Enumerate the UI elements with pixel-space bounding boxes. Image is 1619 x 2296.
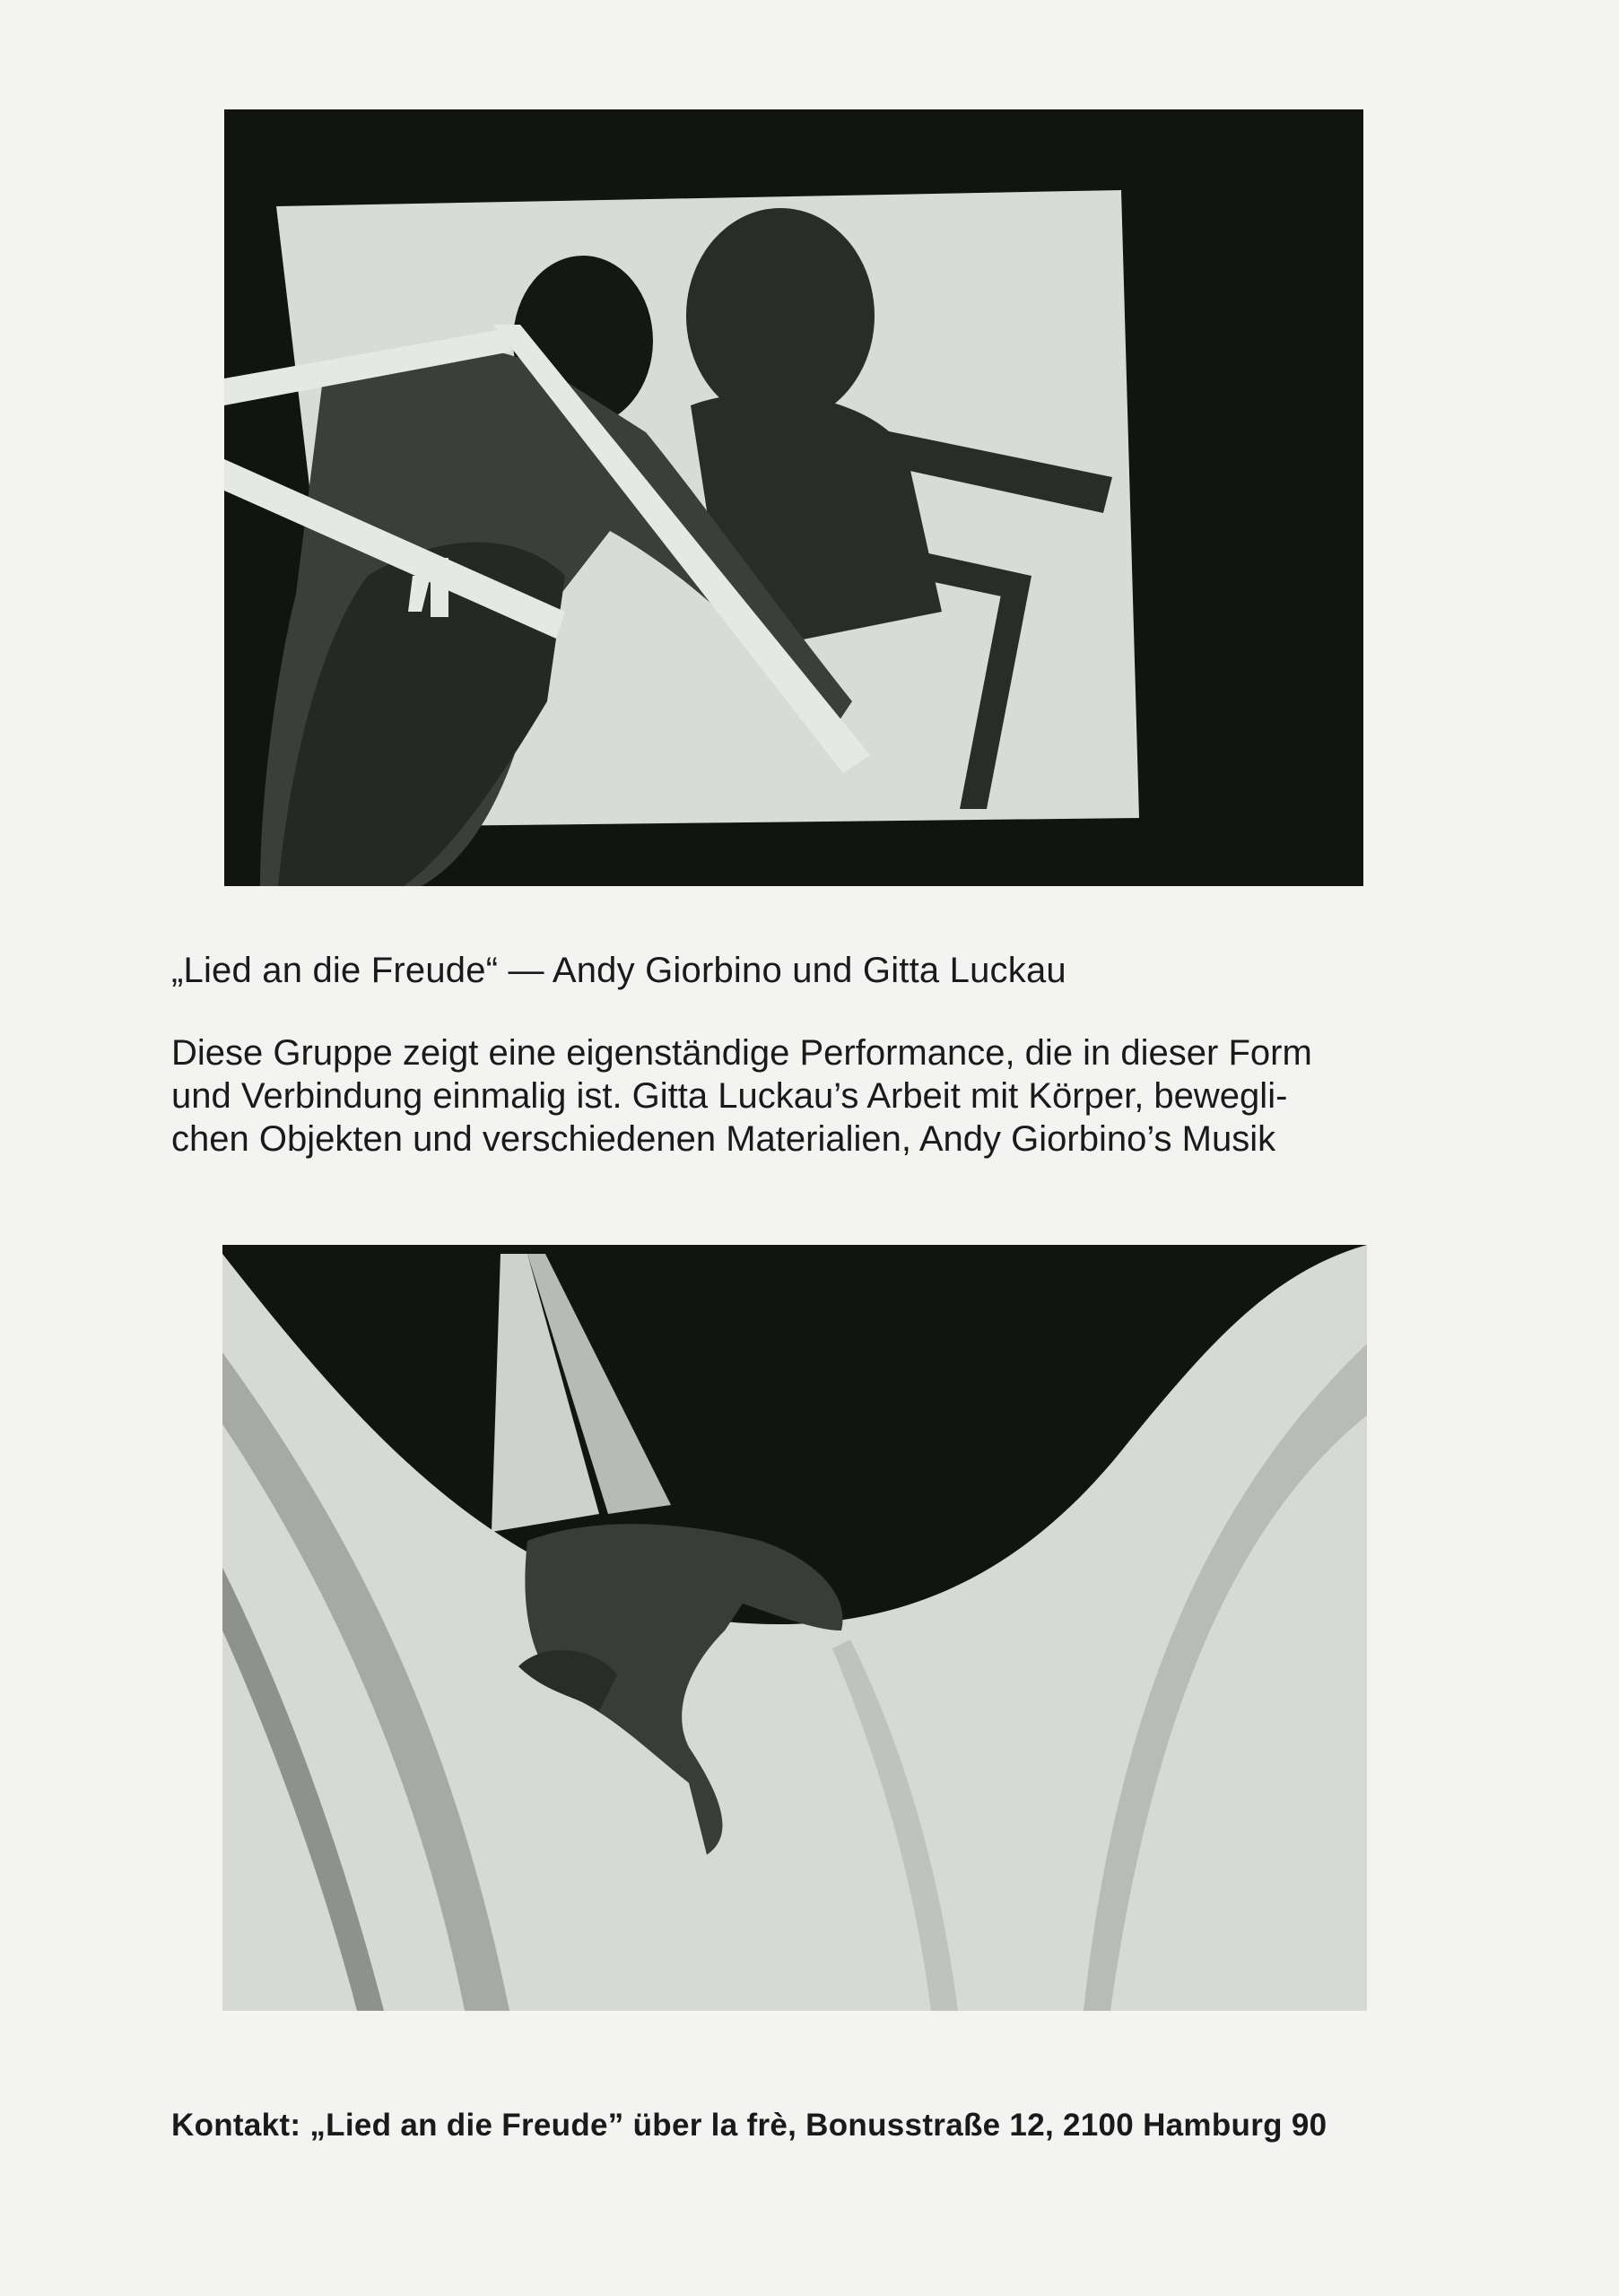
description-line: und Verbindung einmalig ist. Gitta Luckau’s Arbeit mit Körper, bewegli- bbox=[171, 1076, 1288, 1116]
description-line: Diese Gruppe zeigt eine eigenständige Performance, die in dieser Form bbox=[171, 1033, 1312, 1073]
photo-caption: „Lied an die Freude“ — Andy Giorbino und Gitta Luckau bbox=[171, 951, 1066, 990]
description-line: chen Objekten und verschiedenen Materialien, Andy Giorbino’s Musik bbox=[171, 1119, 1276, 1159]
performance-photo-fabric bbox=[222, 1245, 1367, 2011]
performance-photo-frame bbox=[224, 109, 1363, 886]
frame-photo-illustration bbox=[224, 109, 1363, 886]
fabric-photo-illustration bbox=[222, 1245, 1367, 2011]
contact-line: Kontakt: „Lied an die Freude” über la frè, Bonusstraße 12, 2100 Hamburg 90 bbox=[171, 2108, 1327, 2143]
description-paragraph bbox=[171, 1031, 1427, 1161]
